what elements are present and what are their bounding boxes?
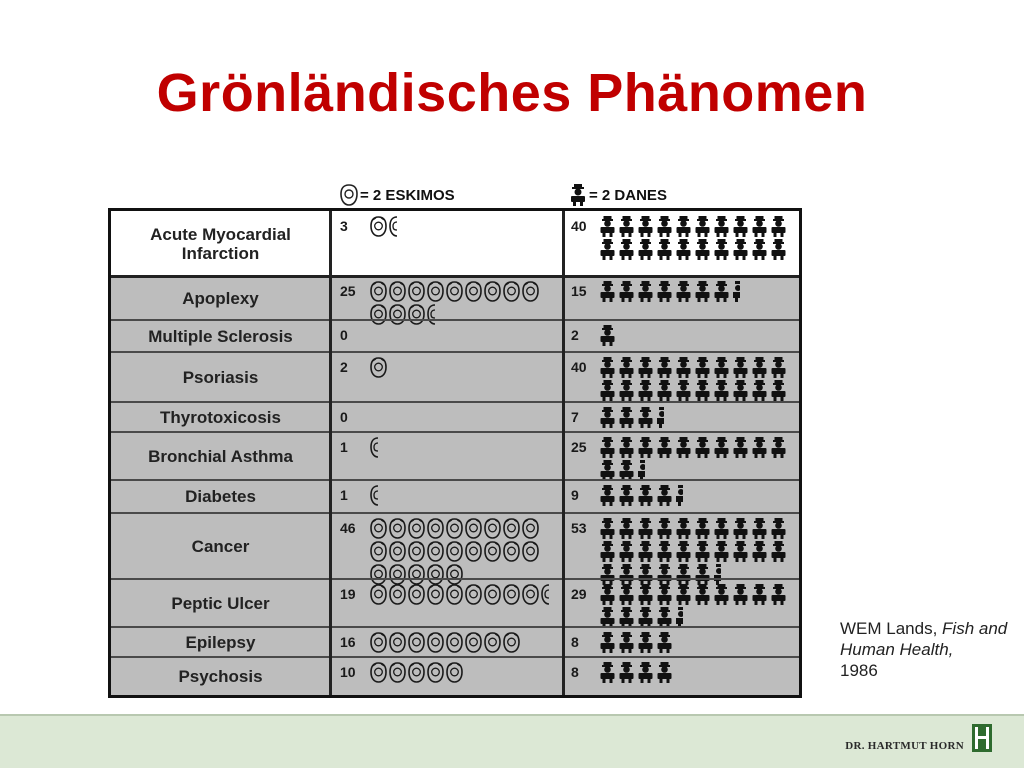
- eskimo-icons: [370, 584, 557, 605]
- eskimo-figure-icon: [370, 564, 387, 585]
- dane-figure-icon: [599, 518, 616, 539]
- eskimo-figure-icon: [446, 518, 463, 539]
- dane-figure-icon: [599, 662, 616, 683]
- legend-danes: [569, 180, 667, 210]
- footer-author-name: DR. HARTMUT HORN: [845, 740, 964, 752]
- dane-icons: [599, 281, 795, 302]
- dane-figure-icon: [675, 541, 692, 562]
- dane-figure-icon: [713, 239, 730, 260]
- legend-eskimos-text: = 2 ESKIMOS: [360, 186, 455, 204]
- eskimo-figure-icon: [522, 541, 539, 562]
- dane-figure-icon: [675, 357, 692, 378]
- dane-figure-icon: [599, 485, 616, 506]
- eskimo-count: 0: [340, 327, 348, 343]
- eskimo-figure-icon: [389, 281, 406, 302]
- dane-figure-icon: [713, 584, 730, 605]
- dane-figure-icon: [732, 541, 749, 562]
- dane-figure-icon: [675, 518, 692, 539]
- row-label: Epilepsy: [185, 632, 256, 652]
- dane-count: 40: [571, 218, 587, 234]
- dane-figure-icon: [599, 216, 616, 237]
- dane-figure-icon: [675, 437, 692, 458]
- eskimo-half-figure-icon: [541, 584, 550, 605]
- row-label: Multiple Sclerosis: [148, 326, 293, 346]
- dane-icons: [599, 407, 795, 428]
- dane-figure-icon: [618, 564, 635, 585]
- eskimo-figure-icon: [370, 304, 387, 325]
- dane-count: 40: [571, 359, 587, 375]
- dane-figure-icon: [618, 662, 635, 683]
- dane-figure-icon: [637, 380, 654, 401]
- dane-figure-icon: [656, 380, 673, 401]
- eskimo-figure-icon: [370, 357, 387, 378]
- eskimo-figure-icon: [408, 564, 425, 585]
- dane-figure-icon: [618, 239, 635, 260]
- dane-figure-icon: [713, 357, 730, 378]
- dane-figure-icon: [618, 460, 635, 481]
- eskimo-figure-icon: [465, 584, 482, 605]
- eskimo-figure-icon: [408, 281, 425, 302]
- row-label: Psychosis: [178, 666, 263, 686]
- citation-work: Fish and Human Health,: [840, 619, 1008, 659]
- eskimo-figure-icon: [370, 541, 387, 562]
- column-divider: [562, 211, 565, 695]
- dane-figure-icon: [599, 239, 616, 260]
- dane-figure-icon: [637, 607, 654, 628]
- dane-figure-icon: [751, 541, 768, 562]
- eskimo-figure-icon: [427, 662, 444, 683]
- dane-half-figure-icon: [637, 460, 645, 481]
- dane-count: 8: [571, 634, 579, 650]
- eskimo-figure-icon: [446, 541, 463, 562]
- eskimo-figure-icon: [446, 632, 463, 653]
- eskimo-figure-icon: [484, 632, 501, 653]
- dane-figure-icon: [694, 281, 711, 302]
- eskimo-figure-icon: [446, 584, 463, 605]
- eskimo-figure-icon: [465, 281, 482, 302]
- dane-figure-icon: [694, 216, 711, 237]
- row-label: Diabetes: [185, 487, 256, 506]
- dane-figure-icon: [637, 437, 654, 458]
- dane-icons: [599, 662, 795, 683]
- dane-figure-icon: [618, 437, 635, 458]
- dane-figure-icon: [694, 357, 711, 378]
- dane-figure-icon: [618, 357, 635, 378]
- dane-half-figure-icon: [656, 407, 664, 428]
- eskimo-count: 1: [340, 487, 348, 503]
- eskimo-figure-icon: [370, 632, 387, 653]
- eskimo-figure-icon: [522, 584, 539, 605]
- dane-half-figure-icon: [675, 607, 683, 628]
- dane-figure-icon: [618, 632, 635, 653]
- row-label: Acute Myocardial Infarction: [150, 224, 291, 263]
- dane-figure-icon: [751, 357, 768, 378]
- dane-figure-icon: [770, 584, 787, 605]
- dane-figure-icon: [618, 407, 635, 428]
- eskimo-figure-icon: [370, 216, 387, 237]
- eskimo-figure-icon: [408, 518, 425, 539]
- dane-figure-icon: [732, 584, 749, 605]
- dane-count: 25: [571, 439, 587, 455]
- dane-figure-icon: [637, 518, 654, 539]
- dane-figure-icon: [599, 607, 616, 628]
- eskimo-figure-icon: [370, 281, 387, 302]
- dane-figure-icon: [732, 437, 749, 458]
- dane-figure-icon: [637, 239, 654, 260]
- eskimo-figure-icon: [408, 304, 425, 325]
- eskimo-figure-icon: [427, 281, 444, 302]
- dane-icons: [599, 584, 795, 628]
- dane-figure-icon: [656, 518, 673, 539]
- dane-figure-icon: [751, 380, 768, 401]
- dane-figure-icon: [599, 357, 616, 378]
- dane-figure-icon: [599, 541, 616, 562]
- eskimo-figure-icon: [465, 632, 482, 653]
- dane-figure-icon: [675, 380, 692, 401]
- eskimo-icons: [370, 632, 557, 653]
- eskimo-half-figure-icon: [370, 485, 379, 506]
- eskimo-figure-icon: [408, 662, 425, 683]
- eskimo-count: 1: [340, 439, 348, 455]
- legend-eskimos: [340, 180, 455, 210]
- eskimo-figure-icon: [446, 281, 463, 302]
- dane-count: 9: [571, 487, 579, 503]
- dane-figure-icon: [599, 325, 616, 346]
- eskimo-figure-icon: [389, 632, 406, 653]
- dane-figure-icon: [637, 407, 654, 428]
- eskimo-figure-icon: [427, 564, 444, 585]
- dane-count: 15: [571, 283, 587, 299]
- footer-bar: [0, 714, 1024, 768]
- dane-figure-icon: [770, 216, 787, 237]
- dane-figure-icon: [618, 485, 635, 506]
- dane-figure-icon: [694, 437, 711, 458]
- eskimo-figure-icon: [465, 518, 482, 539]
- dane-figure-icon: [637, 357, 654, 378]
- dane-figure-icon: [637, 662, 654, 683]
- dane-figure-icon: [770, 239, 787, 260]
- dane-figure-icon: [637, 485, 654, 506]
- eskimo-figure-icon: [408, 541, 425, 562]
- eskimo-count: 25: [340, 283, 356, 299]
- dane-figure-icon: [694, 584, 711, 605]
- dane-figure-icon: [656, 216, 673, 237]
- dane-figure-icon: [618, 380, 635, 401]
- eskimo-figure-icon: [522, 281, 539, 302]
- eskimo-half-figure-icon: [389, 216, 398, 237]
- dane-figure-icon: [569, 184, 587, 206]
- eskimo-count: 0: [340, 409, 348, 425]
- dane-figure-icon: [618, 216, 635, 237]
- citation-year: 1986: [840, 661, 878, 680]
- column-divider: [329, 211, 332, 695]
- dane-icons: [599, 518, 795, 585]
- dane-icons: [599, 325, 795, 346]
- dane-figure-icon: [637, 584, 654, 605]
- dane-figure-icon: [599, 632, 616, 653]
- eskimo-figure-icon: [503, 632, 520, 653]
- dane-count: 53: [571, 520, 587, 536]
- eskimo-icons: [370, 357, 557, 378]
- dane-figure-icon: [751, 216, 768, 237]
- eskimo-figure-icon: [389, 304, 406, 325]
- dane-figure-icon: [713, 281, 730, 302]
- dane-figure-icon: [770, 541, 787, 562]
- eskimo-half-figure-icon: [427, 304, 436, 325]
- dane-figure-icon: [675, 564, 692, 585]
- eskimo-figure-icon: [389, 584, 406, 605]
- dane-figure-icon: [713, 541, 730, 562]
- dane-figure-icon: [656, 437, 673, 458]
- citation-author: WEM Lands,: [840, 619, 938, 638]
- dane-figure-icon: [732, 518, 749, 539]
- dane-figure-icon: [694, 564, 711, 585]
- row-label: Apoplexy: [182, 288, 259, 308]
- dane-figure-icon: [656, 239, 673, 260]
- dane-count: 29: [571, 586, 587, 602]
- dane-figure-icon: [770, 437, 787, 458]
- eskimo-icons: [370, 216, 557, 237]
- dane-figure-icon: [656, 564, 673, 585]
- eskimo-count: 2: [340, 359, 348, 375]
- row-label: Bronchial Asthma: [148, 446, 293, 466]
- eskimo-figure-icon: [389, 662, 406, 683]
- dane-figure-icon: [751, 239, 768, 260]
- dane-figure-icon: [656, 281, 673, 302]
- dane-figure-icon: [618, 607, 635, 628]
- dane-figure-icon: [618, 541, 635, 562]
- dane-figure-icon: [732, 380, 749, 401]
- eskimo-figure-icon: [465, 541, 482, 562]
- dane-figure-icon: [675, 584, 692, 605]
- dane-figure-icon: [675, 216, 692, 237]
- dane-figure-icon: [637, 281, 654, 302]
- eskimo-figure-icon: [484, 281, 501, 302]
- dane-figure-icon: [656, 541, 673, 562]
- dane-figure-icon: [713, 380, 730, 401]
- dane-figure-icon: [770, 357, 787, 378]
- dane-figure-icon: [694, 380, 711, 401]
- eskimo-figure-icon: [503, 584, 520, 605]
- dane-icons: [599, 437, 795, 481]
- dane-icons: [599, 216, 795, 260]
- eskimo-half-figure-icon: [370, 437, 379, 458]
- eskimo-figure-icon: [503, 281, 520, 302]
- legend-danes-text: = 2 DANES: [589, 186, 667, 204]
- dane-icons: [599, 632, 795, 653]
- eskimo-figure-icon: [370, 662, 387, 683]
- dane-figure-icon: [637, 564, 654, 585]
- row-label: Cancer: [191, 536, 250, 556]
- eskimo-figure-icon: [370, 518, 387, 539]
- dane-half-figure-icon: [675, 485, 683, 506]
- row-label: Peptic Ulcer: [171, 593, 270, 613]
- eskimo-figure-icon: [446, 662, 463, 683]
- dane-count: 8: [571, 664, 579, 680]
- dane-figure-icon: [637, 632, 654, 653]
- citation: [840, 618, 1024, 681]
- dane-figure-icon: [599, 584, 616, 605]
- eskimo-icons: [370, 437, 557, 458]
- dane-figure-icon: [618, 584, 635, 605]
- eskimo-figure-icon: [427, 541, 444, 562]
- slide-title: Grönländisches Phänomen: [156, 63, 868, 123]
- dane-figure-icon: [599, 460, 616, 481]
- eskimo-figure-icon: [389, 518, 406, 539]
- dane-figure-icon: [656, 584, 673, 605]
- dane-figure-icon: [656, 632, 673, 653]
- dane-figure-icon: [675, 281, 692, 302]
- eskimo-figure-icon: [484, 518, 501, 539]
- dane-figure-icon: [656, 485, 673, 506]
- dane-half-figure-icon: [713, 564, 721, 585]
- eskimo-figure-icon: [408, 632, 425, 653]
- eskimo-icons: [370, 485, 557, 506]
- eskimo-figure-icon: [503, 518, 520, 539]
- eskimo-count: 46: [340, 520, 356, 536]
- dane-figure-icon: [770, 380, 787, 401]
- eskimo-figure-icon: [389, 564, 406, 585]
- dane-figure-icon: [751, 584, 768, 605]
- eskimo-figure-icon: [484, 541, 501, 562]
- eskimo-icons: [370, 518, 557, 585]
- dane-figure-icon: [599, 564, 616, 585]
- dane-figure-icon: [713, 216, 730, 237]
- dane-figure-icon: [732, 357, 749, 378]
- eskimo-figure-icon: [522, 518, 539, 539]
- row-label: Psoriasis: [182, 367, 259, 387]
- dane-icons: [599, 485, 795, 506]
- eskimo-figure-icon: [427, 632, 444, 653]
- dane-figure-icon: [770, 518, 787, 539]
- dane-figure-icon: [599, 281, 616, 302]
- dane-figure-icon: [694, 239, 711, 260]
- eskimo-count: 19: [340, 586, 356, 602]
- dane-figure-icon: [599, 407, 616, 428]
- dane-figure-icon: [637, 216, 654, 237]
- eskimo-figure-icon: [427, 584, 444, 605]
- dane-figure-icon: [732, 239, 749, 260]
- dane-figure-icon: [694, 518, 711, 539]
- eskimo-figure-icon: [408, 584, 425, 605]
- dane-icons: [599, 357, 795, 401]
- dane-figure-icon: [675, 239, 692, 260]
- eskimo-figure-icon: [446, 564, 463, 585]
- dane-figure-icon: [656, 357, 673, 378]
- row-label: Thyrotoxicosis: [160, 407, 281, 427]
- eskimo-icons: [370, 662, 557, 683]
- eskimo-count: 3: [340, 218, 348, 234]
- dane-figure-icon: [618, 281, 635, 302]
- eskimo-figure-icon: [340, 184, 358, 206]
- dane-figure-icon: [694, 541, 711, 562]
- dane-figure-icon: [713, 437, 730, 458]
- dane-half-figure-icon: [732, 281, 740, 302]
- dane-figure-icon: [599, 380, 616, 401]
- eskimo-count: 10: [340, 664, 356, 680]
- dane-figure-icon: [656, 662, 673, 683]
- eskimo-figure-icon: [484, 584, 501, 605]
- dane-figure-icon: [637, 541, 654, 562]
- dane-figure-icon: [751, 518, 768, 539]
- dane-figure-icon: [618, 518, 635, 539]
- eskimo-figure-icon: [370, 584, 387, 605]
- dane-figure-icon: [732, 216, 749, 237]
- dane-figure-icon: [713, 518, 730, 539]
- hh-logo-icon: [972, 724, 992, 752]
- dane-figure-icon: [751, 437, 768, 458]
- dane-count: 2: [571, 327, 579, 343]
- dane-count: 7: [571, 409, 579, 425]
- disease-incidence-table: [108, 208, 802, 698]
- eskimo-count: 16: [340, 634, 356, 650]
- eskimo-figure-icon: [427, 518, 444, 539]
- dane-figure-icon: [599, 437, 616, 458]
- dane-figure-icon: [656, 607, 673, 628]
- eskimo-figure-icon: [503, 541, 520, 562]
- eskimo-figure-icon: [389, 541, 406, 562]
